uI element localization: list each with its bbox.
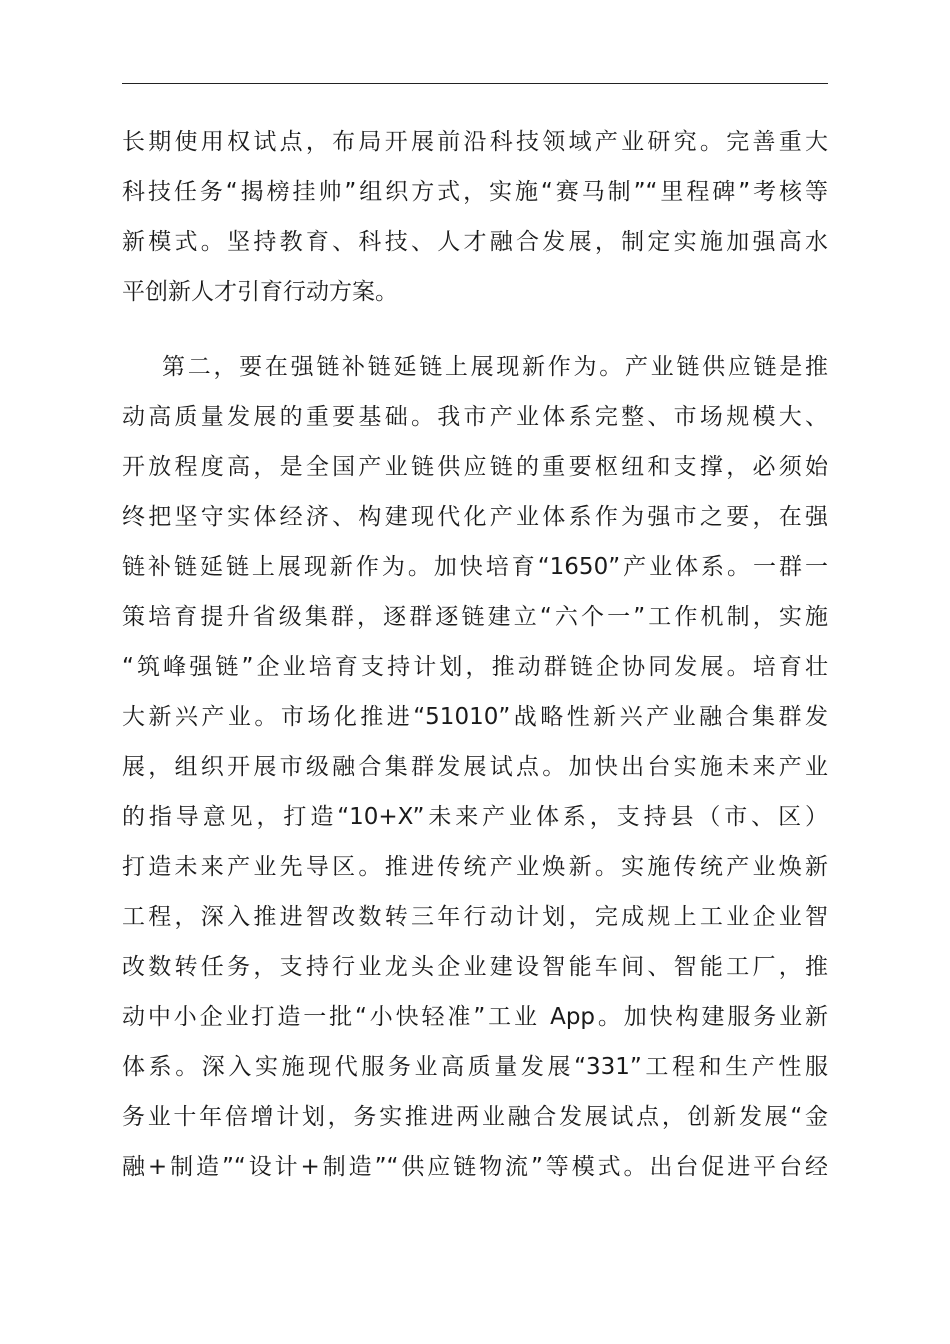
paragraph-2-line-13: 改数转任务，支持行业龙头企业建设智能车间、智能工厂，推	[122, 954, 828, 980]
header-rule	[122, 83, 828, 84]
paragraph-2-line-11: 打造未来产业先导区。推进传统产业焕新。实施传统产业焕新	[122, 854, 828, 880]
body-text	[122, 117, 828, 1192]
paragraph-2-line-4: 终把坚守实体经济、构建现代化产业体系作为强市之要，在强	[122, 504, 828, 530]
paragraph-gap	[122, 317, 828, 342]
paragraph-2-line-5: 链补链延链上展现新作为。加快培育“1650”产业体系。一群一	[122, 554, 828, 580]
paragraph-2-line-17: 融+制造”“设计+制造”“供应链物流”等模式。出台促进平台经	[122, 1154, 828, 1180]
paragraph-2-line-7: “筑峰强链”企业培育支持计划，推动群链企协同发展。培育壮	[122, 654, 828, 680]
paragraph-2-line-6: 策培育提升省级集群，逐群逐链建立“六个一”工作机制，实施	[122, 604, 828, 630]
paragraph-2-line-2: 动高质量发展的重要基础。我市产业体系完整、市场规模大、	[122, 404, 828, 430]
paragraph-2-line-10: 的指导意见，打造“10+X”未来产业体系，支持县（市、区）	[122, 804, 828, 830]
paragraph-1-line-3: 新模式。坚持教育、科技、人才融合发展，制定实施加强高水	[122, 229, 828, 255]
paragraph-2-line-16: 务业十年倍增计划，务实推进两业融合发展试点，创新发展“金	[122, 1104, 828, 1130]
paragraph-2-line-15: 体系。深入实施现代服务业高质量发展“331”工程和生产性服	[122, 1054, 828, 1080]
paragraph-1-line-2: 科技任务“揭榜挂帅”组织方式，实施“赛马制”“里程碑”考核等	[122, 179, 828, 205]
paragraph-2-line-3: 开放程度高，是全国产业链供应链的重要枢纽和支撑，必须始	[122, 454, 828, 480]
paragraph-2-line-12: 工程，深入推进智改数转三年行动计划，完成规上工业企业智	[122, 904, 828, 930]
paragraph-2-line-14: 动中小企业打造一批“小快轻准”工业 App。加快构建服务业新	[122, 1004, 828, 1030]
paragraph-2-line-1: 第二，要在强链补链延链上展现新作为。产业链供应链是推	[162, 354, 828, 380]
paragraph-2-line-8: 大新兴产业。市场化推进“51010”战略性新兴产业融合集群发	[122, 704, 828, 730]
paragraph-1-line-1: 长期使用权试点，布局开展前沿科技领域产业研究。完善重大	[122, 129, 828, 155]
paragraph-2-line-9: 展，组织开展市级融合集群发展试点。加快出台实施未来产业	[122, 754, 828, 780]
paragraph-1-line-4: 平创新人才引育行动方案。	[122, 279, 398, 305]
